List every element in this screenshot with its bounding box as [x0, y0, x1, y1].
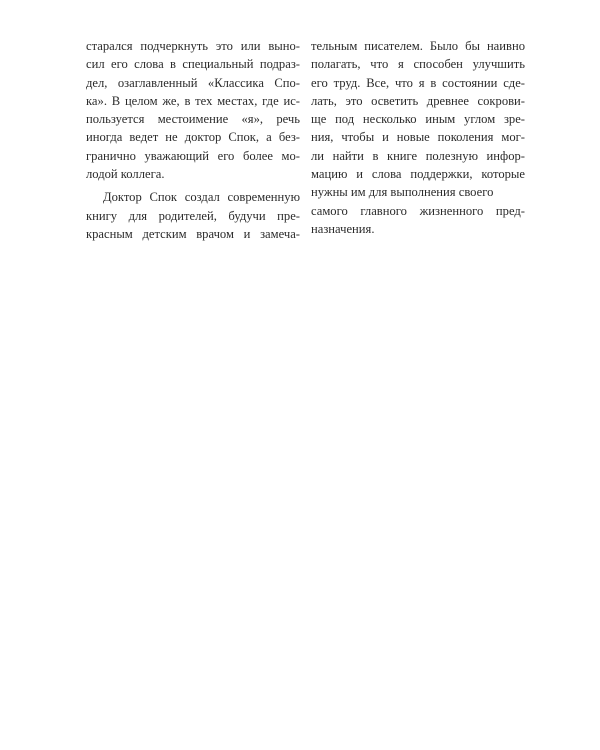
- text-line: дел, озаглавленный «Классика Спо-: [86, 75, 300, 90]
- text-line: самого главного жизненного пред-: [311, 203, 525, 218]
- text-column-left: [86, 37, 300, 243]
- text-line: назначения.: [311, 221, 375, 236]
- text-line: старался подчеркнуть это или выно-: [86, 39, 300, 53]
- text-line: лать, это осветить древнее сокрови-: [311, 93, 525, 108]
- text-line: тельным писателем. Было бы наивно: [311, 39, 525, 53]
- text-line: пользуется местоимение «я», речь: [86, 112, 300, 127]
- text-line: ния, чтобы и новые поколения мог-: [311, 130, 525, 145]
- text-line: его труд. Все, что я в состоянии сде-: [311, 75, 525, 90]
- text-line: мацию и слова поддержки, которые: [311, 167, 525, 182]
- text-line: гранично уважающий его более мо-: [86, 148, 300, 163]
- text-line: нужны им для выполнения своего: [311, 185, 494, 200]
- text-line: иногда ведет не доктор Спок, а без-: [86, 130, 300, 145]
- paragraph: [86, 188, 300, 243]
- paragraph: [311, 37, 525, 238]
- text-line: ли найти в книге полезную инфор-: [311, 148, 525, 163]
- text-line: Доктор Спок создал современную: [103, 190, 300, 205]
- text-line: красным детским врачом и замеча-: [86, 226, 300, 241]
- text-line: лодой коллега.: [86, 167, 165, 182]
- text-line: ка». В целом же, в тех местах, где ис-: [86, 93, 300, 108]
- text-line: сил его слова в специальный подраз-: [86, 57, 300, 72]
- text-column-right: [311, 37, 525, 238]
- paragraph: [86, 37, 300, 183]
- text-line: полагать, что я способен улучшить: [311, 57, 525, 72]
- text-line: книгу для родителей, будучи пре-: [86, 208, 300, 223]
- text-line: ще под несколько иным углом зре-: [311, 112, 525, 127]
